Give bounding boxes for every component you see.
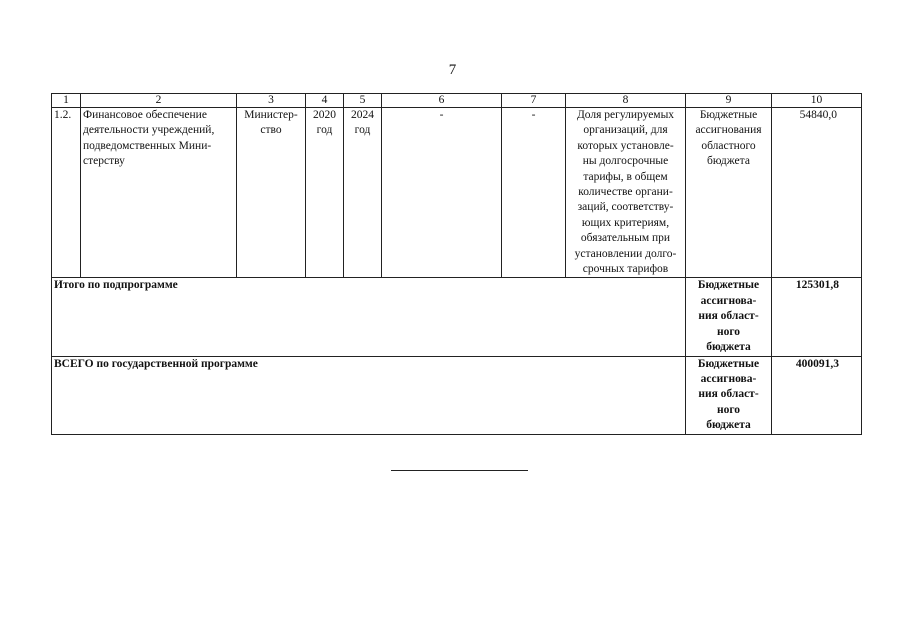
subtotal-amount: 125301,8 bbox=[795, 279, 839, 292]
amount: 54840,0 bbox=[799, 109, 837, 121]
subtotal-amount-cell bbox=[772, 278, 862, 356]
column-number: 8 bbox=[566, 94, 686, 108]
subtotal-label: Итого по подпрограмме bbox=[54, 279, 178, 292]
grand-total-label-cell bbox=[52, 356, 686, 434]
closing-rule bbox=[391, 470, 528, 471]
grand-total-amount-cell bbox=[772, 356, 862, 434]
end-year-cell bbox=[344, 108, 382, 278]
funding-source: Бюджетные ассигнования областного бюджета bbox=[695, 109, 762, 168]
row-number: 1.2. bbox=[54, 109, 72, 121]
column-number: 5 bbox=[344, 94, 382, 108]
table-row bbox=[52, 108, 862, 278]
row-number-cell bbox=[52, 108, 81, 278]
grand-total-source-cell bbox=[686, 356, 772, 434]
start-year: 2020 год bbox=[313, 109, 336, 137]
subtotal-source-cell bbox=[686, 278, 772, 356]
column-7-cell bbox=[502, 108, 566, 278]
subtotal-row bbox=[52, 278, 862, 356]
executor-cell bbox=[237, 108, 306, 278]
end-year: 2024 год bbox=[351, 109, 374, 137]
grand-total-label: ВСЕГО по государственной программе bbox=[54, 357, 258, 370]
indicator-cell bbox=[566, 108, 686, 278]
column-6-value: - bbox=[439, 109, 444, 121]
column-number: 9 bbox=[686, 94, 772, 108]
start-year-cell bbox=[306, 108, 344, 278]
grand-total-amount: 400091,3 bbox=[795, 357, 839, 370]
measure-name-cell bbox=[81, 108, 237, 278]
measure-name: Финансовое обеспечение деятельности учреждений, подведомственных Мини- стерству bbox=[83, 109, 215, 168]
column-number-row bbox=[52, 94, 862, 108]
funding-source-cell bbox=[686, 108, 772, 278]
column-number: 10 bbox=[772, 94, 862, 108]
subtotal-label-cell bbox=[52, 278, 686, 356]
grand-total-funding-source: Бюджетные ассигнова- ния област- ного бюджета bbox=[697, 357, 760, 432]
column-6-cell bbox=[382, 108, 502, 278]
column-number: 6 bbox=[382, 94, 502, 108]
column-7-value: - bbox=[531, 109, 536, 121]
executor: Министер- ство bbox=[244, 109, 298, 137]
indicator-text: Доля регулируемых организаций, для которых установле- ны долгосрочные тарифы, в общем количестве органи- заций, соответству- ющих критериям, обязательным при установлении долго- срочных тарифов bbox=[574, 109, 677, 276]
column-number: 1 bbox=[52, 94, 81, 108]
column-number: 4 bbox=[306, 94, 344, 108]
program-table bbox=[51, 93, 862, 435]
amount-cell bbox=[772, 108, 862, 278]
column-number: 7 bbox=[502, 94, 566, 108]
column-number: 3 bbox=[237, 94, 306, 108]
grand-total-row bbox=[52, 356, 862, 434]
column-number: 2 bbox=[81, 94, 237, 108]
subtotal-funding-source: Бюджетные ассигнова- ния област- ного бюджета bbox=[697, 279, 760, 354]
page-number: 7 bbox=[448, 62, 457, 78]
